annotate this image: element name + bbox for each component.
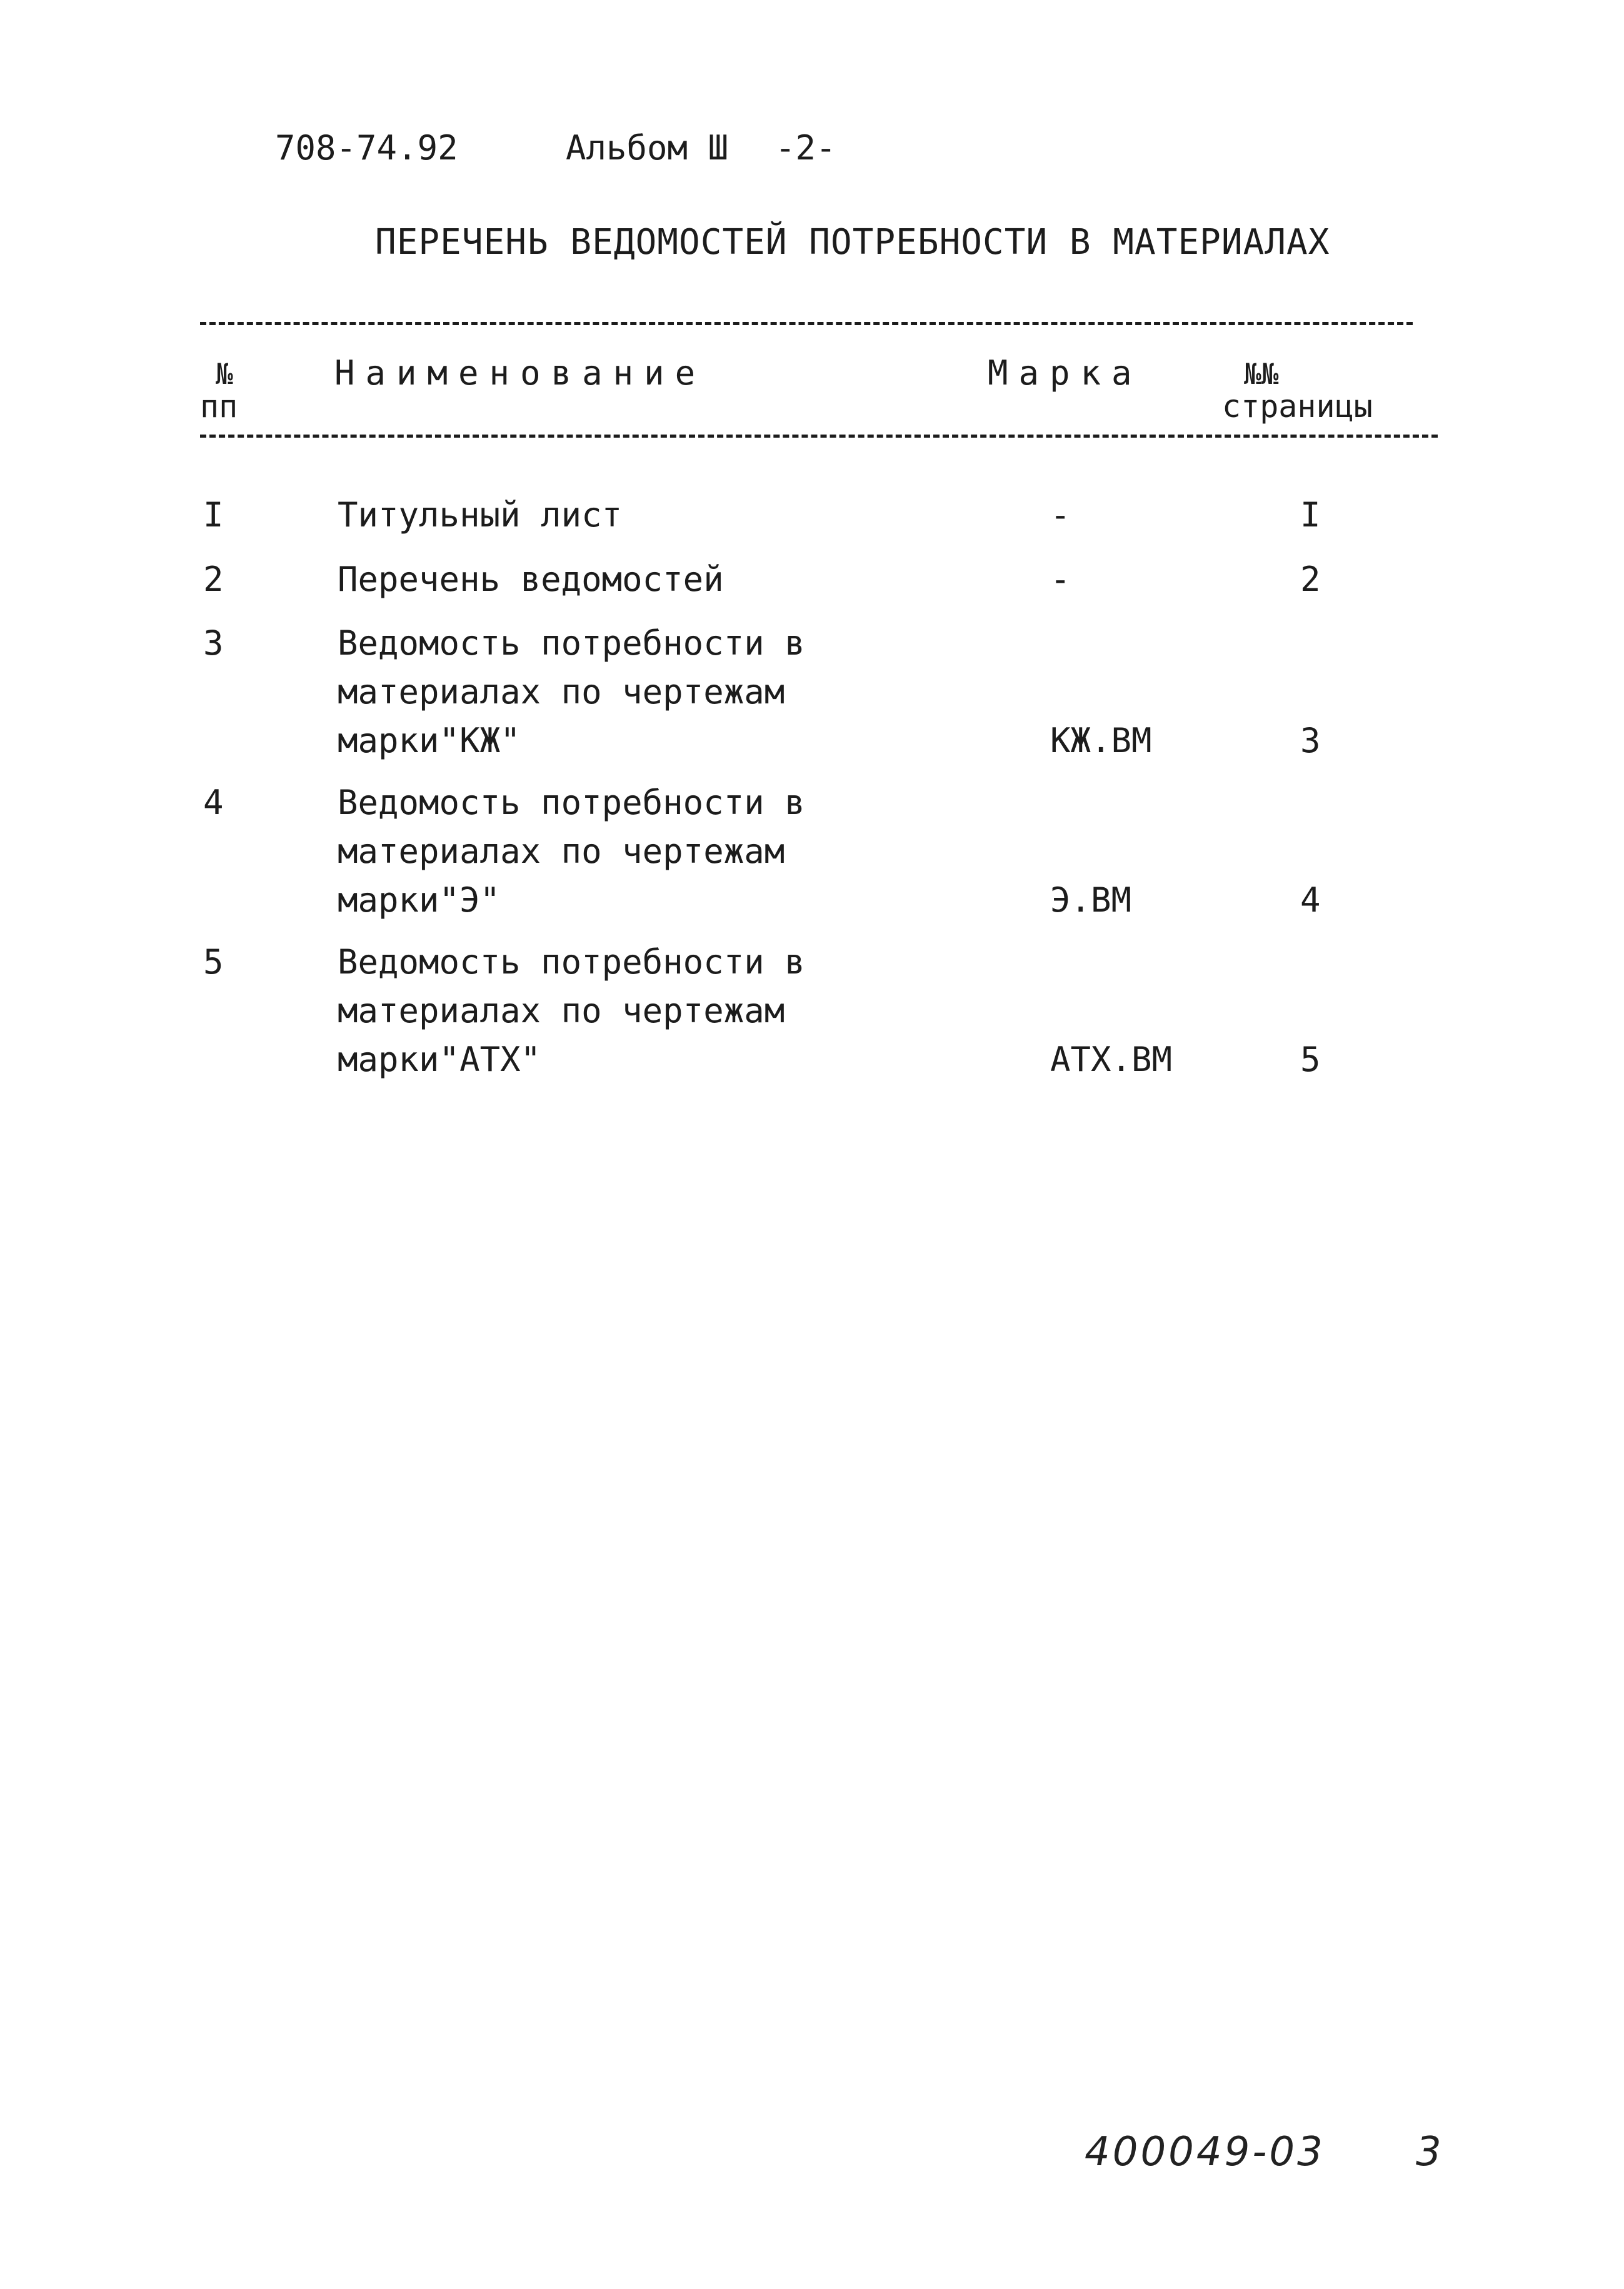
row-number: 3 <box>203 623 224 663</box>
row-number: 4 <box>203 783 224 822</box>
table-top-divider <box>200 322 1413 325</box>
row-page: 5 <box>1300 1040 1321 1079</box>
row-page: 4 <box>1300 880 1321 920</box>
row-number: 2 <box>203 560 224 599</box>
row-page: 3 <box>1300 721 1321 760</box>
row-name: Ведомость потребности в материалах по чертежам марки"Э" <box>338 783 805 920</box>
row-mark: АТХ.ВМ <box>1050 1040 1173 1079</box>
row-name: Ведомость потребности в материалах по чертежам марки"КЖ" <box>338 623 805 760</box>
table-header-divider <box>200 435 1438 438</box>
header-no-line2: пп <box>200 388 238 425</box>
row-name: Титульный лист <box>338 495 623 535</box>
row-number: I <box>203 495 224 535</box>
header-page-line2: страницы <box>1222 388 1373 425</box>
row-name: Ведомость потребности в материалах по чертежам марки"АТХ" <box>338 942 805 1079</box>
handwritten-archive-number: 400049-03 <box>1085 2129 1325 2175</box>
handwritten-page-number: 3 <box>1416 2129 1441 2175</box>
header-no-line1: № <box>216 357 233 391</box>
document-code: 708-74.92 <box>275 128 458 168</box>
row-number: 5 <box>203 942 224 982</box>
row-mark: Э.ВМ <box>1050 880 1132 920</box>
row-mark: - <box>1050 495 1071 535</box>
row-page: 2 <box>1300 560 1321 599</box>
row-page: I <box>1300 495 1321 535</box>
header-page-line1: №№ <box>1244 357 1279 391</box>
page-number: -2- <box>775 128 836 168</box>
header-name: Наименование <box>334 353 706 393</box>
album-label: Альбом Ш <box>566 128 729 168</box>
row-mark: - <box>1050 560 1071 599</box>
header-mark: Марка <box>988 353 1143 393</box>
row-name: Перечень ведомостей <box>338 560 724 599</box>
row-mark: КЖ.ВМ <box>1050 721 1152 760</box>
document-title: ПЕРЕЧЕНЬ ВЕДОМОСТЕЙ ПОТРЕБНОСТИ В МАТЕРИАЛАХ <box>375 222 1330 263</box>
